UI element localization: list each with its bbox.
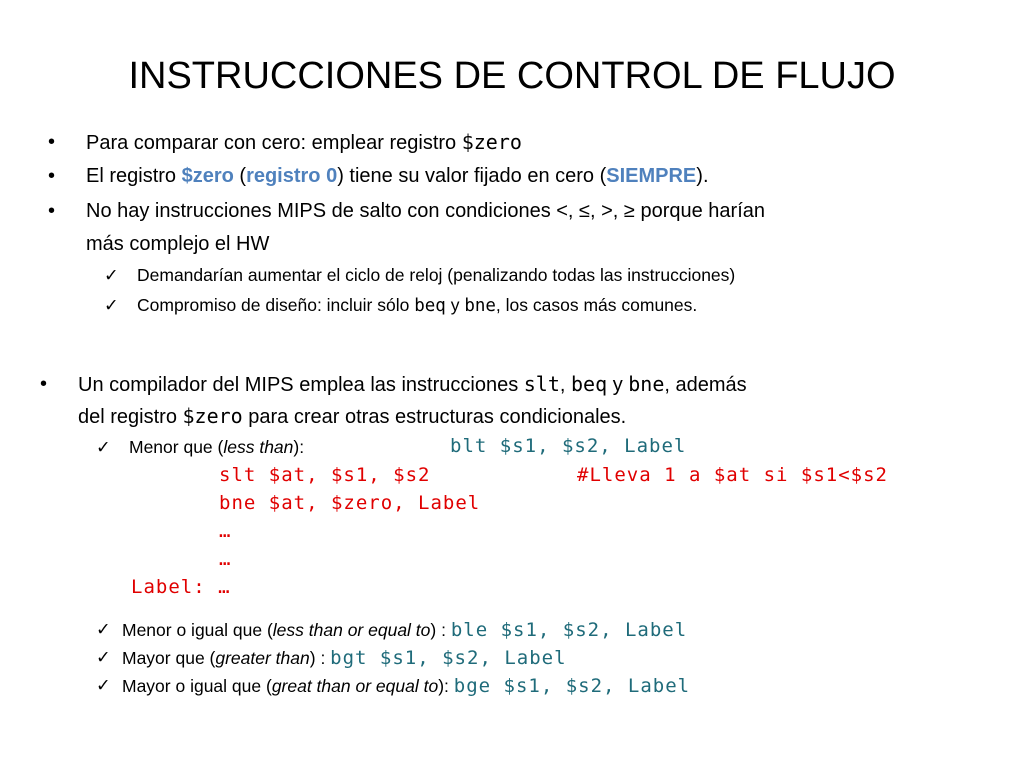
slide-title: INSTRUCCIONES DE CONTROL DE FLUJO	[128, 55, 896, 97]
text-italic: great than or equal to	[271, 676, 439, 696]
code-ellipsis-1: …	[219, 520, 232, 542]
text: y	[445, 295, 465, 315]
text-italic: greater than	[215, 648, 310, 668]
bullet-icon: •	[48, 165, 56, 187]
highlight-zero: $zero	[181, 165, 234, 187]
bullet-zero-register	[86, 162, 709, 190]
code-slt: slt	[523, 372, 560, 396]
text: El registro	[86, 165, 182, 187]
code-ellipsis-2: …	[219, 548, 232, 570]
check-icon: ✓	[96, 675, 111, 695]
bullet-compare-zero	[86, 128, 522, 157]
text: Menor o igual que (	[122, 620, 273, 640]
text-italic: less than	[223, 437, 294, 457]
text: , además	[664, 374, 747, 396]
code-bne: bne	[628, 372, 665, 396]
sub-greater	[122, 644, 567, 672]
bullet-icon: •	[48, 131, 56, 153]
text: para crear otras estructuras condicionales.	[242, 406, 627, 428]
text: Un compilador del MIPS emplea las instrucciones	[78, 374, 524, 396]
check-icon: ✓	[104, 295, 119, 315]
code-slt-line: slt $at, $s1, $s2	[219, 464, 431, 486]
text: Compromiso de diseño: incluir sólo	[137, 295, 415, 315]
bullet-compiler-line1	[78, 370, 747, 399]
text: del registro	[78, 406, 183, 428]
text: (	[233, 165, 247, 187]
bullet-no-instructions-line2: más complejo el HW	[86, 233, 270, 255]
highlight-siempre: SIEMPRE	[606, 165, 697, 187]
code-beq: beq	[571, 372, 608, 396]
code-bge: bge $s1, $s2, Label	[453, 675, 691, 697]
bullet-no-instructions-line1: No hay instrucciones MIPS de salto con condiciones <, ≤, >, ≥ porque harían	[86, 200, 765, 222]
sub-greater-equal	[122, 672, 690, 700]
code-bne: bne	[464, 296, 496, 316]
text: ) :	[309, 648, 331, 668]
check-icon: ✓	[96, 437, 111, 457]
text: ):	[293, 437, 305, 457]
code-zero: $zero	[461, 130, 522, 154]
text: ):	[438, 676, 454, 696]
code-bgt: bgt $s1, $s2, Label	[330, 647, 567, 669]
highlight-register-0: registro 0	[246, 165, 338, 187]
check-icon: ✓	[104, 265, 119, 285]
text: ) :	[430, 620, 451, 640]
text: Mayor que (	[122, 648, 216, 668]
text-italic: less than or equal to	[272, 620, 431, 640]
code-blt: blt $s1, $s2, Label	[450, 435, 687, 457]
check-icon: ✓	[96, 619, 111, 639]
code-zero: $zero	[182, 404, 243, 428]
text: ) tiene su valor fijado en cero (	[337, 165, 607, 187]
sub-less-than-label	[129, 434, 304, 460]
code-bne-line: bne $at, $zero, Label	[219, 492, 481, 514]
bullet-compiler-line2	[78, 402, 626, 431]
text: y	[607, 374, 629, 396]
text: , los casos más comunes.	[495, 295, 698, 315]
code-beq: beq	[414, 296, 446, 316]
code-comment: #Lleva 1 a $at si $s1<$s2	[577, 464, 888, 486]
check-icon: ✓	[96, 647, 111, 667]
sub-less-equal	[122, 616, 687, 644]
sub-clock-cycle: Demandarían aumentar el ciclo de reloj (penalizando todas las instrucciones)	[137, 265, 736, 285]
text: ).	[696, 165, 709, 187]
text: Para comparar con cero: emplear registro	[86, 132, 462, 154]
sub-design-compromise	[137, 292, 697, 319]
code-label-line: Label: …	[131, 576, 231, 598]
bullet-icon: •	[48, 200, 56, 222]
bullet-icon: •	[40, 373, 48, 395]
text: Mayor o igual que (	[122, 676, 272, 696]
text: Menor que (	[129, 437, 224, 457]
code-ble: ble $s1, $s2, Label	[450, 619, 688, 641]
text: ,	[559, 374, 572, 396]
